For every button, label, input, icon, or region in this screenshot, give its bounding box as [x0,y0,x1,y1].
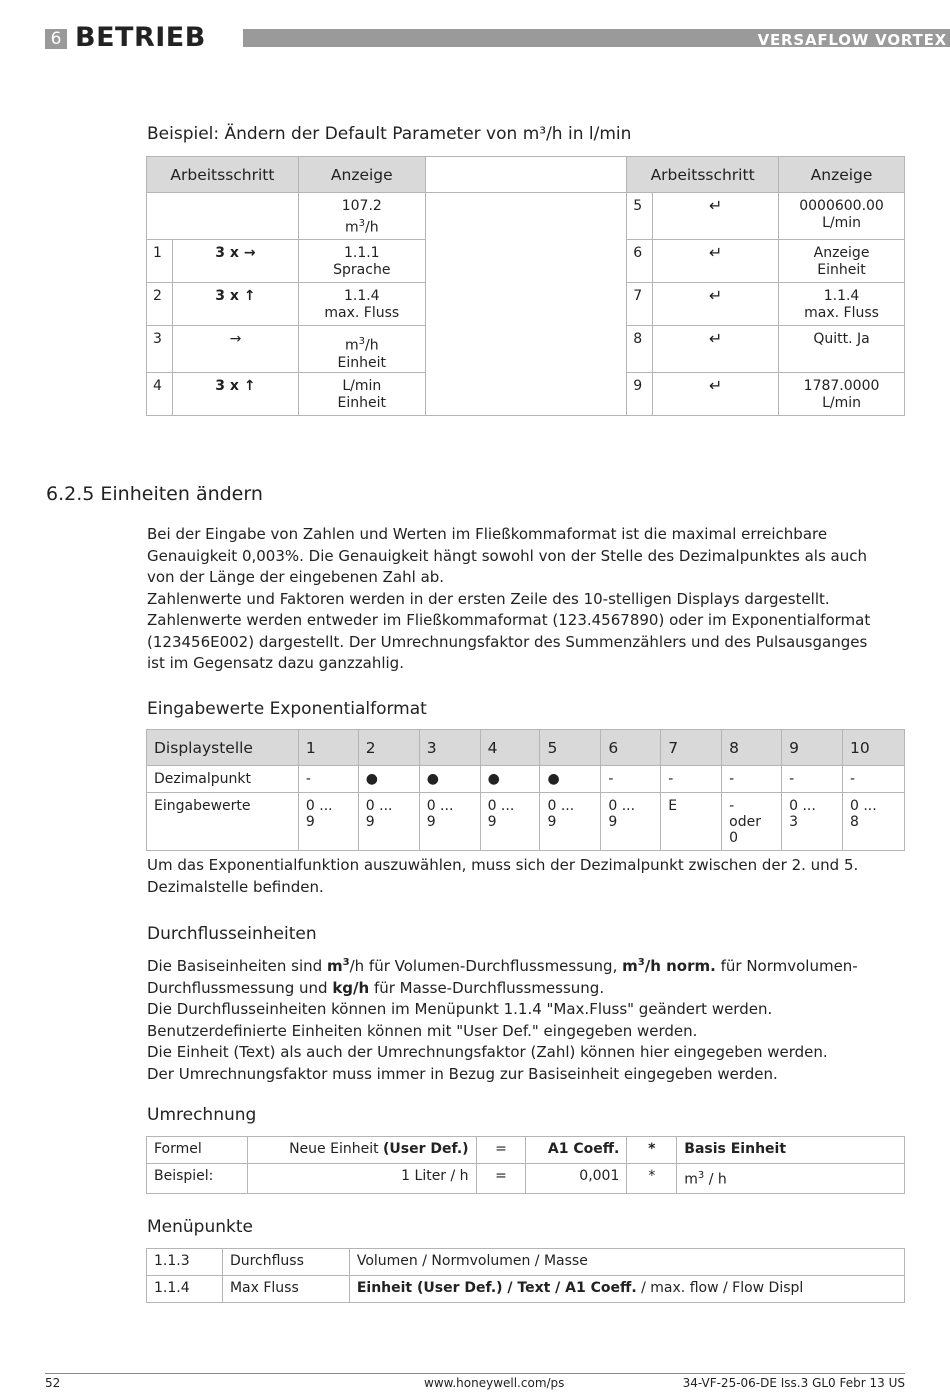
text: / max. flow / Flow Displ [636,1280,804,1296]
page-header [45,22,947,53]
note-line: Um das Exponentialfunktion auszuwählen, muss sich der Dezimalpunkt zwischen der 2. und 5. [147,856,859,874]
display-line-1: 1.1.4 [343,288,380,304]
display-line-2: Sprache [333,262,391,278]
base-unit-cell: $m^3$ / h [677,1164,905,1194]
input-cell [782,793,843,851]
menu-title: Menüpunkte [147,1217,253,1237]
table-row [147,793,905,851]
display-line-1: 107.2 [341,198,382,214]
step-number: 1 [147,240,173,283]
col-header: 6 [601,730,661,766]
col-header-display-left: Anzeige [298,157,425,193]
input-range-to: 9 [365,814,375,830]
header-bar [243,29,950,47]
unit-kgh: kg/h [332,978,370,997]
section-title: 6.2.5 Einheiten ändern [46,483,263,505]
conversion-table [146,1136,905,1194]
step-number: 4 [147,373,173,416]
section-paragraph [147,524,907,675]
input-range-from: 0 ... [608,798,636,814]
paragraph-line: Die Einheit (Text) als auch der Umrechnungsfaktor (Zahl) können hier eingegeben werden. [147,1043,828,1061]
equals-cell: = [476,1137,526,1164]
menu-code: 1.1.4 [147,1276,223,1303]
display-line-2: max. Fluss [804,305,879,321]
coeff-cell: 0,001 [526,1164,627,1194]
step-number: 6 [627,240,653,283]
row-label: Beispiel: [147,1164,248,1194]
enter-key-icon: ↵ [653,373,779,416]
col-header-step-left: Arbeitsschritt [147,157,299,193]
table-row [147,1276,905,1303]
flow-units-title: Durchflusseinheiten [147,924,317,944]
decimal-cell: - [782,766,843,793]
chapter-title: BETRIEB [75,22,206,53]
decimal-cell: ● [419,766,480,793]
decimal-cell: ● [540,766,601,793]
display-line-1: 0000600.00 [799,198,884,214]
decimal-cell: - [843,766,905,793]
text-bold: Einheit (User Def.) / Text / A1 Coeff. [356,1280,637,1296]
input-range-from: 0 ... [850,798,877,814]
menu-table [146,1248,905,1303]
input-cell [661,793,722,851]
paragraph-line: Zahlenwerte werden entweder im Fließkommaformat (123.4567890) oder im Exponentialformat [147,611,871,629]
enter-key-icon: ↵ [653,326,779,373]
display-cell [779,283,905,326]
text: für Normvolumen- [715,957,858,975]
multiply-cell: * [627,1137,677,1164]
display-cell [298,373,425,416]
row-label: Eingabewerte [147,793,299,851]
step-number: 5 [627,193,653,240]
decimal-cell: - [601,766,661,793]
input-exponent: E [668,798,678,814]
text: Neue Einheit [289,1141,384,1157]
decimal-cell: ● [358,766,419,793]
paragraph-line: Benutzerdefinierte Einheiten können mit "User Def." eingegeben werden. [147,1021,698,1040]
step-number: 2 [147,283,173,326]
product-name: VERSAFLOW VORTEX [757,31,947,49]
input-range-from: 0 ... [426,798,454,814]
text: /h für Volumen-Durchflussmessung, [349,957,623,975]
input-range-to: 9 [547,814,557,830]
footer-url: www.honeywell.com/ps [424,1376,565,1390]
col-header-display-right: Anzeige [779,157,905,193]
step-number: 7 [627,283,653,326]
table-row [147,766,905,793]
input-range-to: 9 [305,814,315,830]
display-cell [298,283,425,326]
enter-key-icon: ↵ [653,240,779,283]
unit-m3-norm: $m^3/h$ norm. [622,957,716,975]
display-line-1: Anzeige [813,245,870,261]
col-header: 9 [782,730,843,766]
col-header: 4 [480,730,540,766]
display-line-2: Einheit [337,395,387,411]
decimal-cell: - [661,766,722,793]
col-header: 7 [661,730,722,766]
display-line-1: 1.1.1 [343,245,380,261]
col-header: 8 [722,730,782,766]
col-header: 5 [540,730,601,766]
exponential-table [146,729,905,851]
input-range-to: 9 [608,814,618,830]
display-cell [779,240,905,283]
input-cell [419,793,480,851]
spacer-cell [425,193,626,416]
display-line-1: Quitt. Ja [813,331,870,347]
step-keys: 3 x ↑ [172,373,298,416]
menu-name: Durchfluss [222,1249,349,1276]
display-line-2: L/min [822,395,861,411]
display-line-2: Einheit [337,354,387,371]
col-header: Displaystelle [147,730,299,766]
step-keys: 3 x → [172,240,298,283]
document-code: 34-VF-25-06-DE Iss.3 GL0 Febr 13 US [682,1376,905,1390]
paragraph-line: Der Umrechnungsfaktor muss immer in Bezug zur Basiseinheit eingegeben werden. [147,1064,778,1083]
display-line-1: $m^3/h$ [344,336,379,354]
unit-m3: $m^3$ [326,957,350,975]
example-title: Beispiel: Ändern der Default Parameter von m³/h in l/min [147,124,632,144]
input-sign-or: oder [729,814,761,830]
enter-key-icon: ↵ [653,283,779,326]
input-range-to: 9 [426,814,436,830]
display-cell [298,240,425,283]
input-range-to: 9 [487,814,497,830]
flow-units-paragraph [147,952,907,1085]
input-cell [601,793,661,851]
display-cell [298,326,425,373]
paragraph-line: Genauigkeit 0,003%. Die Genauigkeit hängt sowohl von der Stelle des Dezimalpunktes als auch [147,546,867,565]
input-range-to: 8 [850,814,859,830]
input-sign: - [729,798,735,814]
display-line-1: 1787.0000 [803,378,880,394]
text: für Masse-Durchflussmessung. [369,978,605,997]
table-row [147,1249,905,1276]
text-bold: (User Def.) [383,1141,469,1157]
col-header: 3 [419,730,480,766]
display-line-2: L/min [822,215,861,231]
paragraph-line: ist im Gegensatz dazu ganzzahlig. [147,654,404,672]
new-unit-cell: 1 Liter / h [247,1164,476,1194]
input-cell [358,793,419,851]
table-row [147,193,905,240]
coeff-cell: A1 Coeff. [526,1137,627,1164]
step-empty [147,193,299,240]
paragraph-line: Zahlenwerte und Faktoren werden in der ersten Zeile des 10-stelligen Displays dargestellt. [147,589,830,608]
col-header: 1 [298,730,358,766]
decimal-cell: - [722,766,782,793]
row-label: Formel [147,1137,248,1164]
page-number: 52 [45,1376,61,1390]
input-range-from: 0 ... [789,798,816,814]
input-range-to: 3 [789,814,799,830]
input-cell [843,793,905,851]
paragraph-line: Bei der Eingabe von Zahlen und Werten im Fließkommaformat ist die maximal erreichbare [147,525,828,543]
example-table [146,156,905,416]
input-range-from: 0 ... [305,798,333,814]
step-number: 3 [147,326,173,373]
col-header-step-right: Arbeitsschritt [627,157,779,193]
conversion-title: Umrechnung [147,1105,257,1125]
exponential-title: Eingabewerte Exponentialformat [147,699,427,719]
decimal-cell: ● [480,766,540,793]
menu-desc: Volumen / Normvolumen / Masse [349,1249,904,1276]
spacer-cell [425,157,626,193]
input-range-from: 0 ... [487,798,515,814]
paragraph-line: von der Länge der eingebenen Zahl ab. [147,568,445,586]
paragraph-line: (123456E002) dargestellt. Der Umrechnungsfaktor des Summenzählers und des Pulsausganges [147,632,868,651]
menu-code: 1.1.3 [147,1249,223,1276]
equals-cell: = [476,1164,526,1194]
step-keys: 3 x ↑ [172,283,298,326]
step-number: 8 [627,326,653,373]
multiply-cell: * [627,1164,677,1194]
table-row [147,1164,905,1194]
input-cell [722,793,782,851]
input-range-from: 0 ... [365,798,393,814]
input-range-from: 0 ... [547,798,575,814]
chapter-number: 6 [45,29,67,49]
display-line-2: max. Fluss [324,305,400,321]
step-number: 9 [627,373,653,416]
display-line-1: 1.1.4 [823,288,860,304]
paragraph-line: Die Durchflusseinheiten können im Menüpunkt 1.1.4 "Max.Fluss" geändert werden. [147,1000,773,1018]
exponential-note [147,855,907,898]
decimal-cell: - [298,766,358,793]
input-cell [480,793,540,851]
base-unit-cell: Basis Einheit [677,1137,905,1164]
input-cell [540,793,601,851]
input-sign-zero: 0 [729,830,739,846]
display-cell [779,193,905,240]
new-unit-cell [247,1137,476,1164]
menu-name: Max Fluss [222,1276,349,1303]
text: Durchflussmessung und [147,978,333,997]
display-line-1: L/min [342,378,382,394]
display-cell [779,373,905,416]
row-label: Dezimalpunkt [147,766,299,793]
display-line-2: Einheit [817,262,866,278]
step-keys: → [172,326,298,373]
note-line: Dezimalstelle befinden. [147,877,324,896]
footer-divider [45,1373,905,1374]
enter-key-icon: ↵ [653,193,779,240]
col-header: 2 [358,730,419,766]
col-header: 10 [843,730,905,766]
menu-desc [349,1276,904,1303]
paragraph-line [147,978,907,1000]
display-cell [298,193,425,240]
text: Die Basiseinheiten sind [147,957,327,975]
table-row [147,1137,905,1164]
display-line-2: $m^3/h$ [344,218,379,236]
display-cell [779,326,905,373]
input-cell [298,793,358,851]
paragraph-line [147,952,907,978]
